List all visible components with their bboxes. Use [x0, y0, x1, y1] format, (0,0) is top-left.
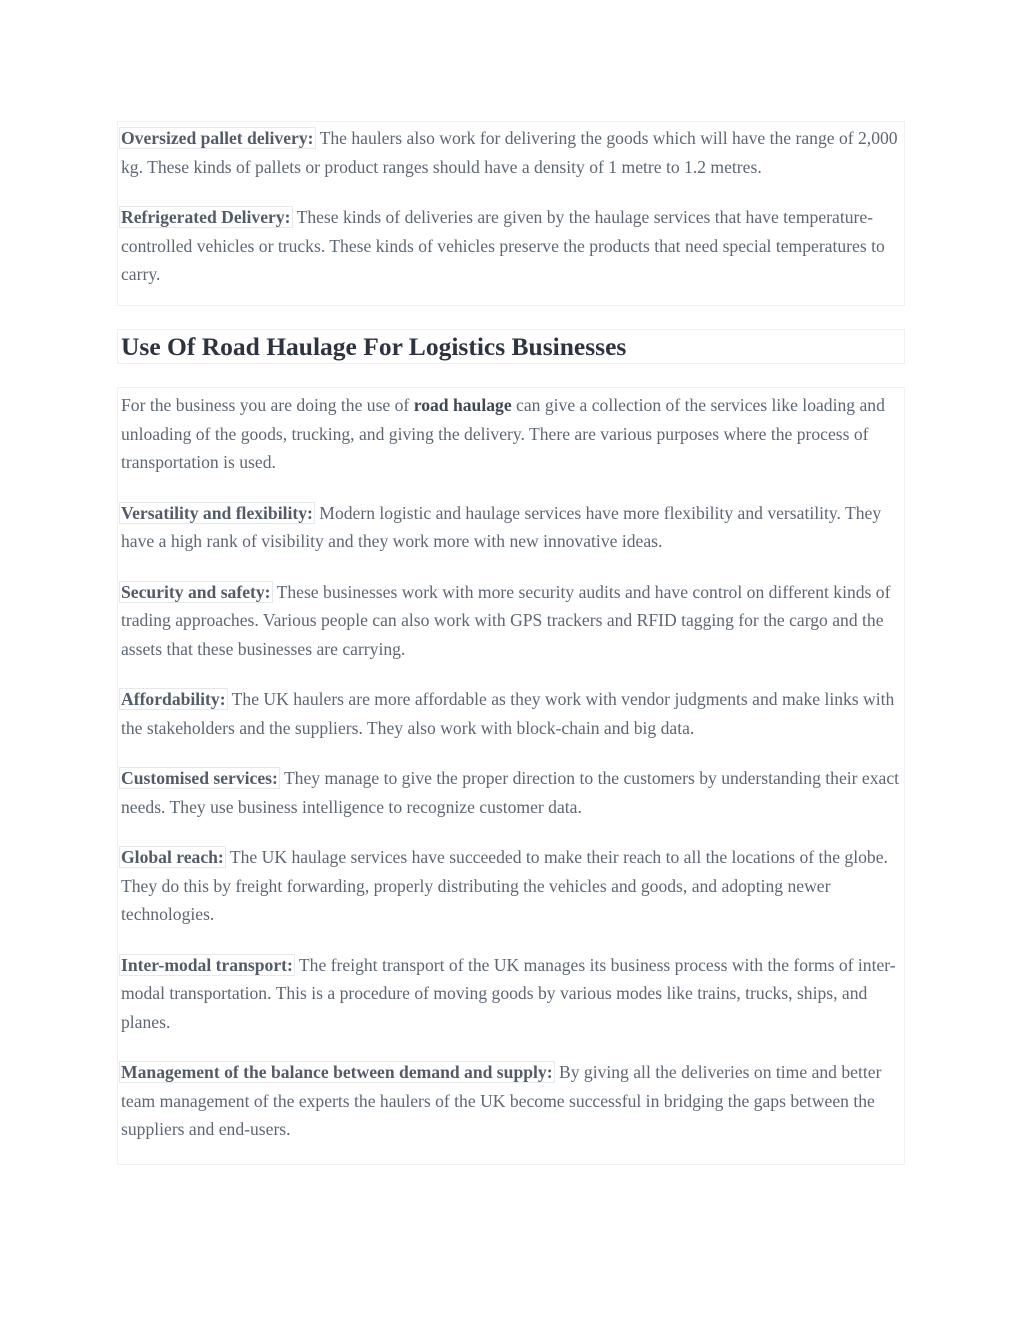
term-versatility: Versatility and flexibility: [121, 502, 313, 523]
text-oversized-pallet: The haulers also work for delivering the goods which will have the range of 2,000 kg. These kinds of pallets or product ranges should have a density of 1 metre to 1.2 metres. [121, 128, 898, 177]
section-delivery-types [117, 121, 905, 306]
text-refrigerated: These kinds of deliveries are given by the haulage services that have temperature-controlled vehicles or trucks. These kinds of vehicles preserve the products that need special temperatures to carry. [121, 207, 885, 284]
paragraph-versatility [118, 499, 904, 556]
paragraph-oversized-pallet [118, 124, 904, 181]
paragraph-global-reach [118, 843, 904, 929]
term-oversized-pallet: Oversized pallet delivery: [121, 128, 314, 148]
paragraph-refrigerated [118, 203, 904, 289]
intro-bold-road-haulage: road haulage [413, 395, 512, 415]
section-road-haulage-uses [117, 387, 905, 1165]
term-security: Security and safety: [121, 581, 271, 602]
term-global-reach: Global reach: [121, 847, 224, 867]
paragraph-customised-services [118, 764, 904, 821]
text-affordability: The UK haulers are more affordable as they work with vendor judgments and make links with the stakeholders and the suppliers. They also work with block-chain and big data. [121, 689, 895, 738]
term-customised-services: Customised services: [121, 768, 278, 788]
text-inter-modal: The freight transport of the UK manages its business process with the forms of inter-modal transportation. This is a procedure of moving goods by various modes like trains, trucks, ships, and planes. [121, 954, 896, 1032]
section-heading: Use Of Road Haulage For Logistics Businesses [121, 332, 627, 361]
paragraph-security [118, 578, 904, 664]
text-global-reach: The UK haulage services have succeeded to make their reach to all the locations of the globe. They do this by freight forwarding, properly distributing the vehicles and goods, and adopting newer technologies. [121, 847, 888, 924]
heading-block [117, 329, 905, 364]
term-refrigerated: Refrigerated Delivery: [121, 207, 291, 227]
intro-text-before: For the business you are doing the use of [121, 395, 414, 415]
text-demand-supply: By giving all the deliveries on time and better team management of the experts the haulers of the UK become successful in bridging the gaps between the suppliers and end-users. [121, 1062, 882, 1139]
term-affordability: Affordability: [121, 689, 226, 709]
term-inter-modal: Inter-modal transport: [121, 954, 293, 975]
text-customised-services: They manage to give the proper direction to the customers by understanding their exact needs. They use business intelligence to recognize customer data. [121, 768, 900, 817]
paragraph-demand-supply [118, 1058, 904, 1144]
text-security: These businesses work with more security audits and have control on different kinds of trading approaches. Various people can also work with GPS trackers and RFID tagging for the cargo and the assets that these businesses are carrying. [121, 581, 891, 659]
text-versatility: Modern logistic and haulage services have more flexibility and versatility. They have a high rank of visibility and they work more with new innovative ideas. [121, 502, 882, 551]
term-demand-supply: Management of the balance between demand and supply: [121, 1062, 553, 1082]
paragraph-inter-modal [118, 951, 904, 1037]
intro-text-after: can give a collection of the services like loading and unloading of the goods, trucking, and giving the delivery. There are various purposes where the process of transportation is used. [121, 395, 885, 472]
paragraph-affordability [118, 685, 904, 742]
paragraph-intro [118, 391, 904, 477]
